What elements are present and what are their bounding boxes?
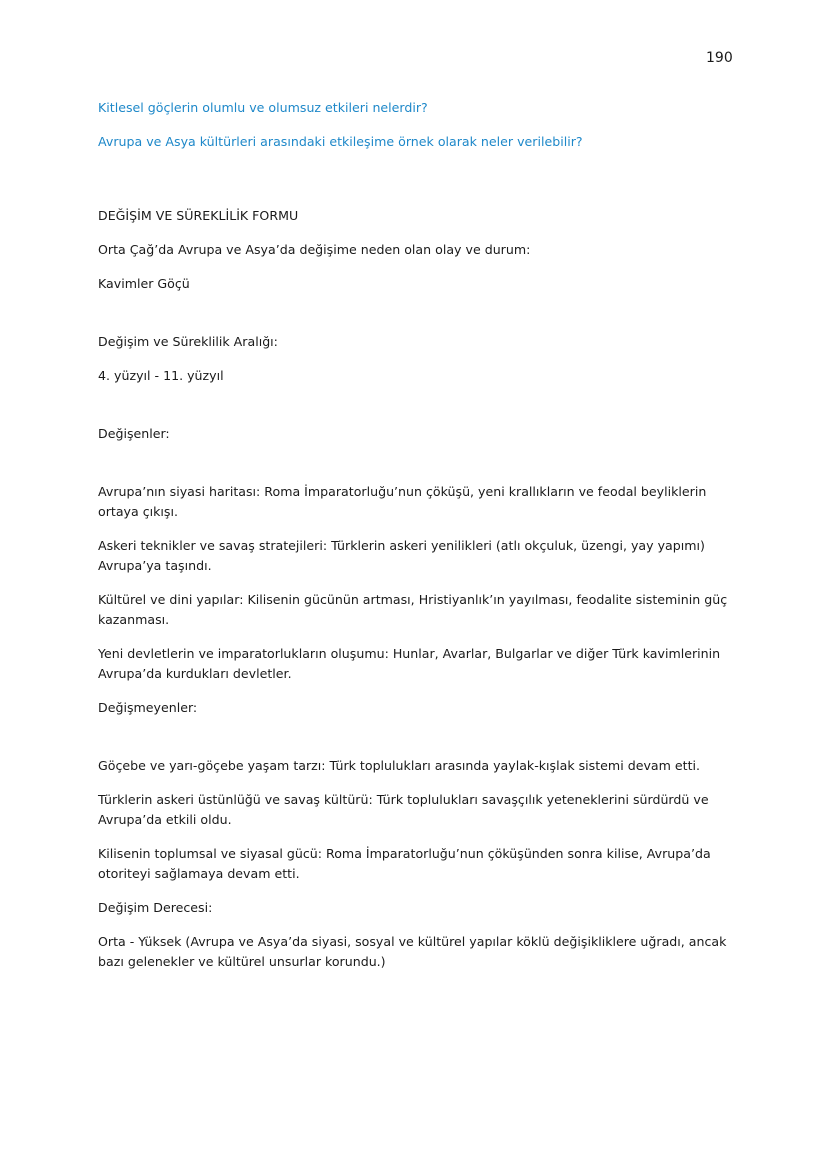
changing-item: Askeri teknikler ve savaş stratejileri: Türklerin askeri yenilikleri (atlı okçuluk, üzengi, yay yapımı) Avrupa’ya taşındı.	[98, 538, 705, 573]
changing-item: Avrupa’nın siyasi haritası: Roma İmparatorluğu’nun çöküşü, yeni krallıkların ve feodal beyliklerin ortaya çıkışı.	[98, 484, 707, 519]
question-2: Avrupa ve Asya kültürleri arasındaki etkileşime örnek olarak neler verilebilir?	[98, 134, 583, 149]
range-label: Değişim ve Süreklilik Aralığı:	[98, 334, 278, 349]
question-1: Kitlesel göçlerin olumlu ve olumsuz etkileri nelerdir?	[98, 100, 428, 115]
degree-label: Değişim Derecesi:	[98, 900, 213, 915]
unchanging-item: Kilisenin toplumsal ve siyasal gücü: Roma İmparatorluğu’nun çöküşünden sonra kilise, Avrupa’da otoriteyi sağlamaya devam etti.	[98, 846, 711, 881]
unchanging-item: Türklerin askeri üstünlüğü ve savaş kültürü: Türk toplulukları savaşçılık yeteneklerini sürdürdü ve Avrupa’da etkili oldu.	[98, 792, 709, 827]
changing-item: Yeni devletlerin ve imparatorlukların oluşumu: Hunlar, Avarlar, Bulgarlar ve diğer Türk kavimlerinin Avrupa’da kurdukları devletler.	[98, 646, 721, 681]
form-title: DEĞİŞİM VE SÜREKLİLİK FORMU	[98, 208, 299, 223]
event-value: Kavimler Göçü	[98, 276, 190, 291]
event-label: Orta Çağ’da Avrupa ve Asya’da değişime neden olan olay ve durum:	[98, 242, 531, 257]
page-number: 190	[706, 50, 733, 66]
document-body	[98, 98, 738, 986]
unchanging-item: Göçebe ve yarı-göçebe yaşam tarzı: Türk toplulukları arasında yaylak-kışlak sistemi devam etti.	[98, 758, 701, 773]
unchanging-label: Değişmeyenler:	[98, 700, 198, 715]
changing-item: Kültürel ve dini yapılar: Kilisenin gücünün artması, Hristiyanlık’ın yayılması, feodalite sisteminin güç kazanması.	[98, 592, 728, 627]
degree-value: Orta - Yüksek (Avrupa ve Asya’da siyasi, sosyal ve kültürel yapılar köklü değişikliklere uğradı, ancak bazı gelenekler ve kültürel unsurlar korundu.)	[98, 934, 727, 969]
changing-label: Değişenler:	[98, 426, 170, 441]
range-value: 4. yüzyıl - 11. yüzyıl	[98, 368, 224, 383]
